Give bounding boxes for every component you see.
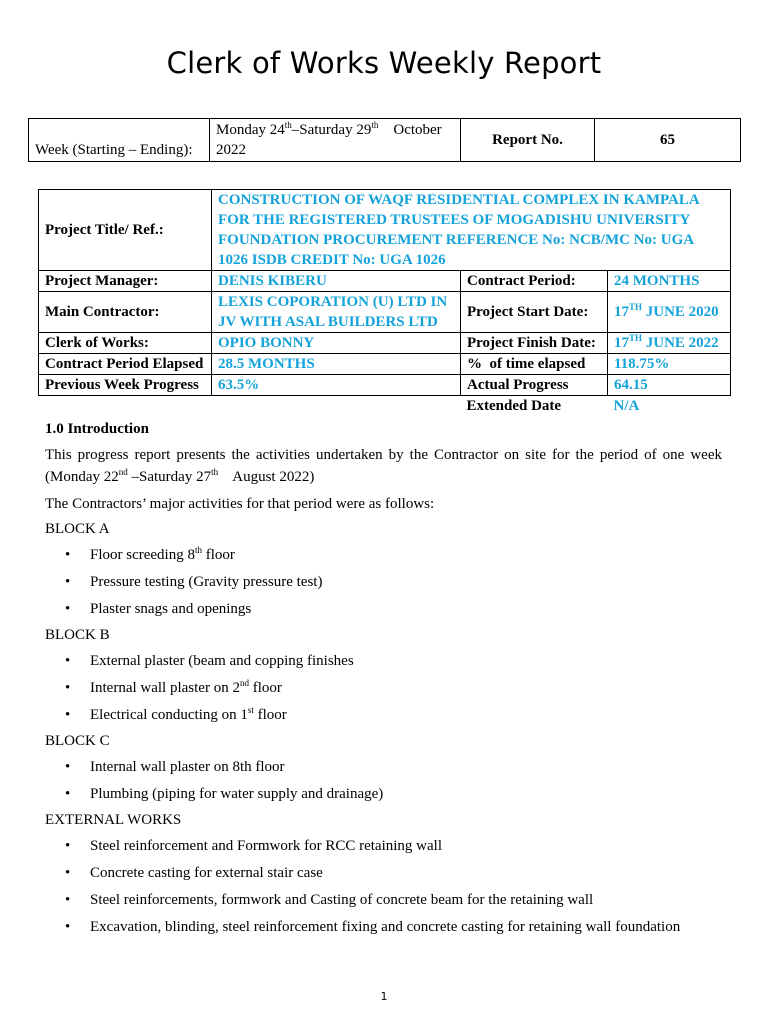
- pct-elapsed-label: % of time elapsed: [461, 354, 608, 375]
- page-title: Clerk of Works Weekly Report: [166, 46, 602, 80]
- list-item: • Excavation, blinding, steel reinforcement fixing and concrete casting for retaining wall foundation: [45, 918, 722, 937]
- actual-progress-label: Actual Progress: [461, 375, 608, 396]
- empty-cell: [212, 396, 461, 417]
- list-item: • Floor screeding 8th floor: [45, 546, 722, 565]
- report-no-value: 65: [595, 119, 741, 162]
- elapsed-label: Contract Period Elapsed: [39, 354, 212, 375]
- empty-cell: [39, 396, 212, 417]
- report-body: [45, 419, 722, 937]
- list-item: • Internal wall plaster on 2nd floor: [45, 679, 722, 698]
- project-title-label: Project Title/ Ref.:: [39, 190, 212, 271]
- block-c-heading: BLOCK C: [45, 733, 110, 749]
- finish-date-value: 17TH JUNE 2022: [608, 333, 731, 354]
- external-works-heading: EXTERNAL WORKS: [45, 812, 182, 828]
- finish-date-label: Project Finish Date:: [461, 333, 608, 354]
- elapsed-value: 28.5 MONTHS: [212, 354, 461, 375]
- week-label: Week (Starting – Ending):: [29, 119, 210, 162]
- pct-elapsed-value: 118.75%: [608, 354, 731, 375]
- list-item: • Plaster snags and openings: [45, 600, 722, 619]
- list-item: • Steel reinforcement and Formwork for RCC retaining wall: [45, 837, 722, 856]
- block-a-heading: BLOCK A: [45, 521, 110, 537]
- activities-intro: The Contractors’ major activities for that period were as follows:: [45, 496, 435, 512]
- intro-heading: 1.0 Introduction: [45, 421, 149, 437]
- main-contractor-label: Main Contractor:: [39, 292, 212, 333]
- report-no-label: Report No.: [461, 119, 595, 162]
- project-manager-value: DENIS KIBERU: [212, 271, 461, 292]
- project-table: [38, 189, 731, 416]
- prev-progress-label: Previous Week Progress: [39, 375, 212, 396]
- list-item: • External plaster (beam and copping finishes: [45, 652, 722, 671]
- block-b-list: [45, 652, 722, 725]
- list-item: • Steel reinforcements, formwork and Casting of concrete beam for the retaining wall: [45, 891, 722, 910]
- week-value: Monday 24th–Saturday 29th October 2022: [210, 119, 461, 162]
- block-c-list: [45, 758, 722, 804]
- week-table: [28, 118, 741, 162]
- clerk-value: OPIO BONNY: [212, 333, 461, 354]
- block-a-list: [45, 546, 722, 619]
- prev-progress-value: 63.5%: [212, 375, 461, 396]
- actual-progress-value: 64.15: [608, 375, 731, 396]
- block-b-heading: BLOCK B: [45, 627, 110, 643]
- page-number: 1: [380, 990, 388, 1003]
- list-item: • Internal wall plaster on 8th floor: [45, 758, 722, 777]
- contract-period-label: Contract Period:: [461, 271, 608, 292]
- start-date-label: Project Start Date:: [461, 292, 608, 333]
- project-title-value: CONSTRUCTION OF WAQF RESIDENTIAL COMPLEX IN KAMPALA FOR THE REGISTERED TRUSTEES OF MOGADISHU UNIVERSITY FOUNDATION PROCUREMENT REFERENCE No: NCB/MC No: UGA 1026 ISDB CREDIT No: UGA 1026: [212, 190, 731, 271]
- extended-date-value: N/A: [613, 398, 640, 414]
- start-date-value: 17TH JUNE 2020: [608, 292, 731, 333]
- list-item: • Electrical conducting on 1st floor: [45, 706, 722, 725]
- project-manager-label: Project Manager:: [39, 271, 212, 292]
- external-works-list: [45, 837, 722, 937]
- list-item: • Pressure testing (Gravity pressure test): [45, 573, 722, 592]
- list-item: • Concrete casting for external stair case: [45, 864, 722, 883]
- extended-date-label: Extended Date: [466, 398, 562, 414]
- main-contractor-value: LEXIS COPORATION (U) LTD IN JV WITH ASAL BUILDERS LTD: [212, 292, 461, 333]
- clerk-label: Clerk of Works:: [39, 333, 212, 354]
- contract-period-value: 24 MONTHS: [608, 271, 731, 292]
- intro-paragraph: This progress report presents the activities undertaken by the Contractor on site for the period of one week (Monday 22nd –Saturday 27th August 2022): [45, 447, 722, 485]
- list-item: • Plumbing (piping for water supply and drainage): [45, 785, 722, 804]
